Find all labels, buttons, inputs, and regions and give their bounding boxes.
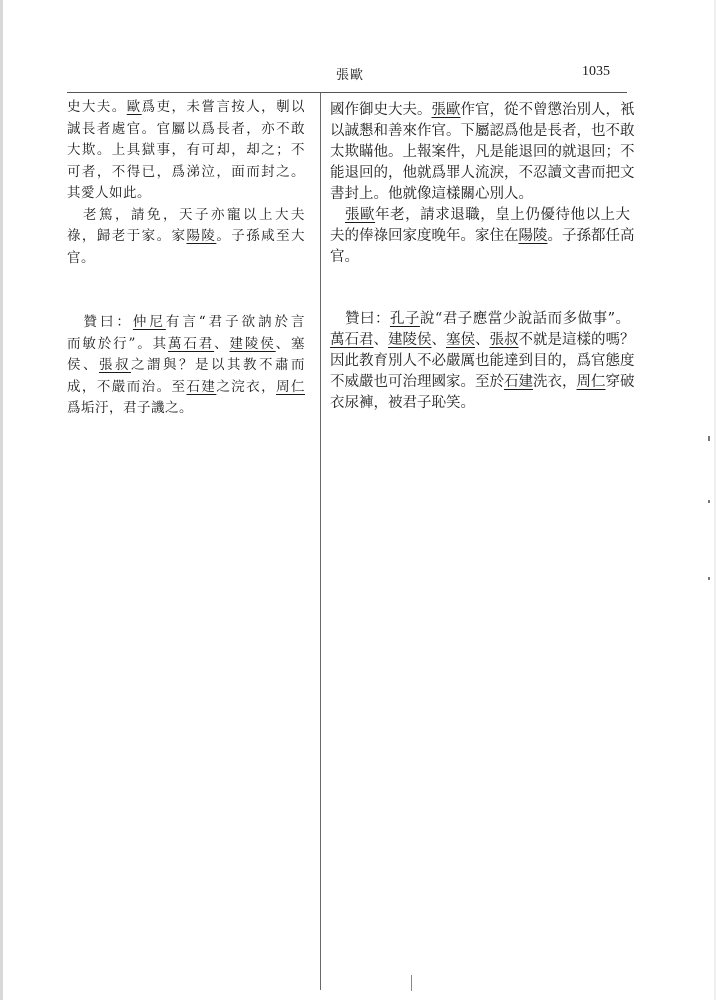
scan-speck bbox=[708, 436, 710, 441]
text-line: 大欺。上具獄事，有可却，却之；不 bbox=[67, 142, 305, 158]
classical-paragraph-1 bbox=[67, 97, 305, 205]
classical-text-column bbox=[67, 97, 305, 420]
text-line: 贊曰：仲尼有言“君子欲訥於言 bbox=[67, 314, 306, 330]
text-line: 而敏於行”。其萬石君、建陵侯、塞 bbox=[67, 335, 306, 352]
classical-zan-paragraph bbox=[67, 312, 305, 420]
scan-speck bbox=[411, 975, 412, 991]
text-line: 侯、張叔之謂與？是以其教不肅而 bbox=[67, 357, 305, 373]
translation-paragraph-1 bbox=[330, 100, 635, 205]
column-divider bbox=[320, 93, 321, 990]
running-title: 張歐 bbox=[335, 68, 364, 83]
page-number: 1035 bbox=[582, 64, 610, 79]
text-line: 爲垢汙，君子譏之。 bbox=[67, 400, 193, 416]
text-line: 其愛人如此。 bbox=[67, 185, 151, 201]
scan-speck bbox=[708, 500, 710, 503]
header-rule bbox=[67, 92, 627, 93]
text-line: 書封上。他就像這樣關心別人。 bbox=[330, 186, 533, 202]
text-line: 因此教育別人不必嚴厲也能達到目的，爲官態度 bbox=[330, 353, 635, 369]
text-line: 祿，歸老于家。家陽陵。子孫咸至大 bbox=[67, 228, 306, 244]
translation-zan-paragraph bbox=[330, 309, 635, 414]
text-line: 官。 bbox=[67, 249, 95, 266]
scan-speck bbox=[708, 577, 710, 580]
translation-paragraph-2 bbox=[330, 205, 635, 268]
text-line: 史大夫。歐爲吏，未嘗言按人，剸以 bbox=[67, 99, 306, 115]
text-line: 老篤，請免，天子亦寵以上大夫 bbox=[67, 206, 305, 223]
text-line: 太欺瞞他。上報案件，凡是能退回的就退回；不 bbox=[330, 144, 635, 160]
text-line: 官。 bbox=[330, 249, 359, 265]
text-line: 不威嚴也可治理國家。至於石建洗衣，周仁穿破 bbox=[330, 374, 635, 390]
scan-left-edge bbox=[0, 0, 3, 1000]
text-line: 能退回的，他就爲罪人流淚，不忍讀文書而把文 bbox=[330, 165, 635, 181]
text-line: 衣尿褲，被君子恥笑。 bbox=[330, 395, 475, 411]
text-line: 可者，不得已，爲涕泣，面而封之。 bbox=[67, 163, 305, 180]
classical-paragraph-2 bbox=[67, 205, 305, 270]
text-line: 以誠懇和善來作官。下屬認爲他是長者，也不敢 bbox=[330, 123, 635, 139]
text-line: 贊曰：孔子說“君子應當少說話而多做事”。 bbox=[330, 311, 631, 327]
text-line: 張歐年老，請求退職，皇上仍優待他以上大 bbox=[345, 207, 631, 223]
text-line: 夫的俸祿回家度晚年。家住在陽陵。子孫都任高 bbox=[330, 228, 635, 244]
translation-column bbox=[330, 100, 635, 414]
text-line: 誠長者處官。官屬以爲長者，亦不敢 bbox=[67, 120, 305, 137]
text-line: 成，不嚴而治。至石建之浣衣，周仁 bbox=[67, 378, 306, 395]
text-line: 國作御史大夫。張歐作官，從不曾懲治別人，衹 bbox=[330, 102, 635, 118]
text-line: 萬石君、建陵侯、塞侯、張叔不就是這樣的嗎？ bbox=[330, 332, 635, 348]
